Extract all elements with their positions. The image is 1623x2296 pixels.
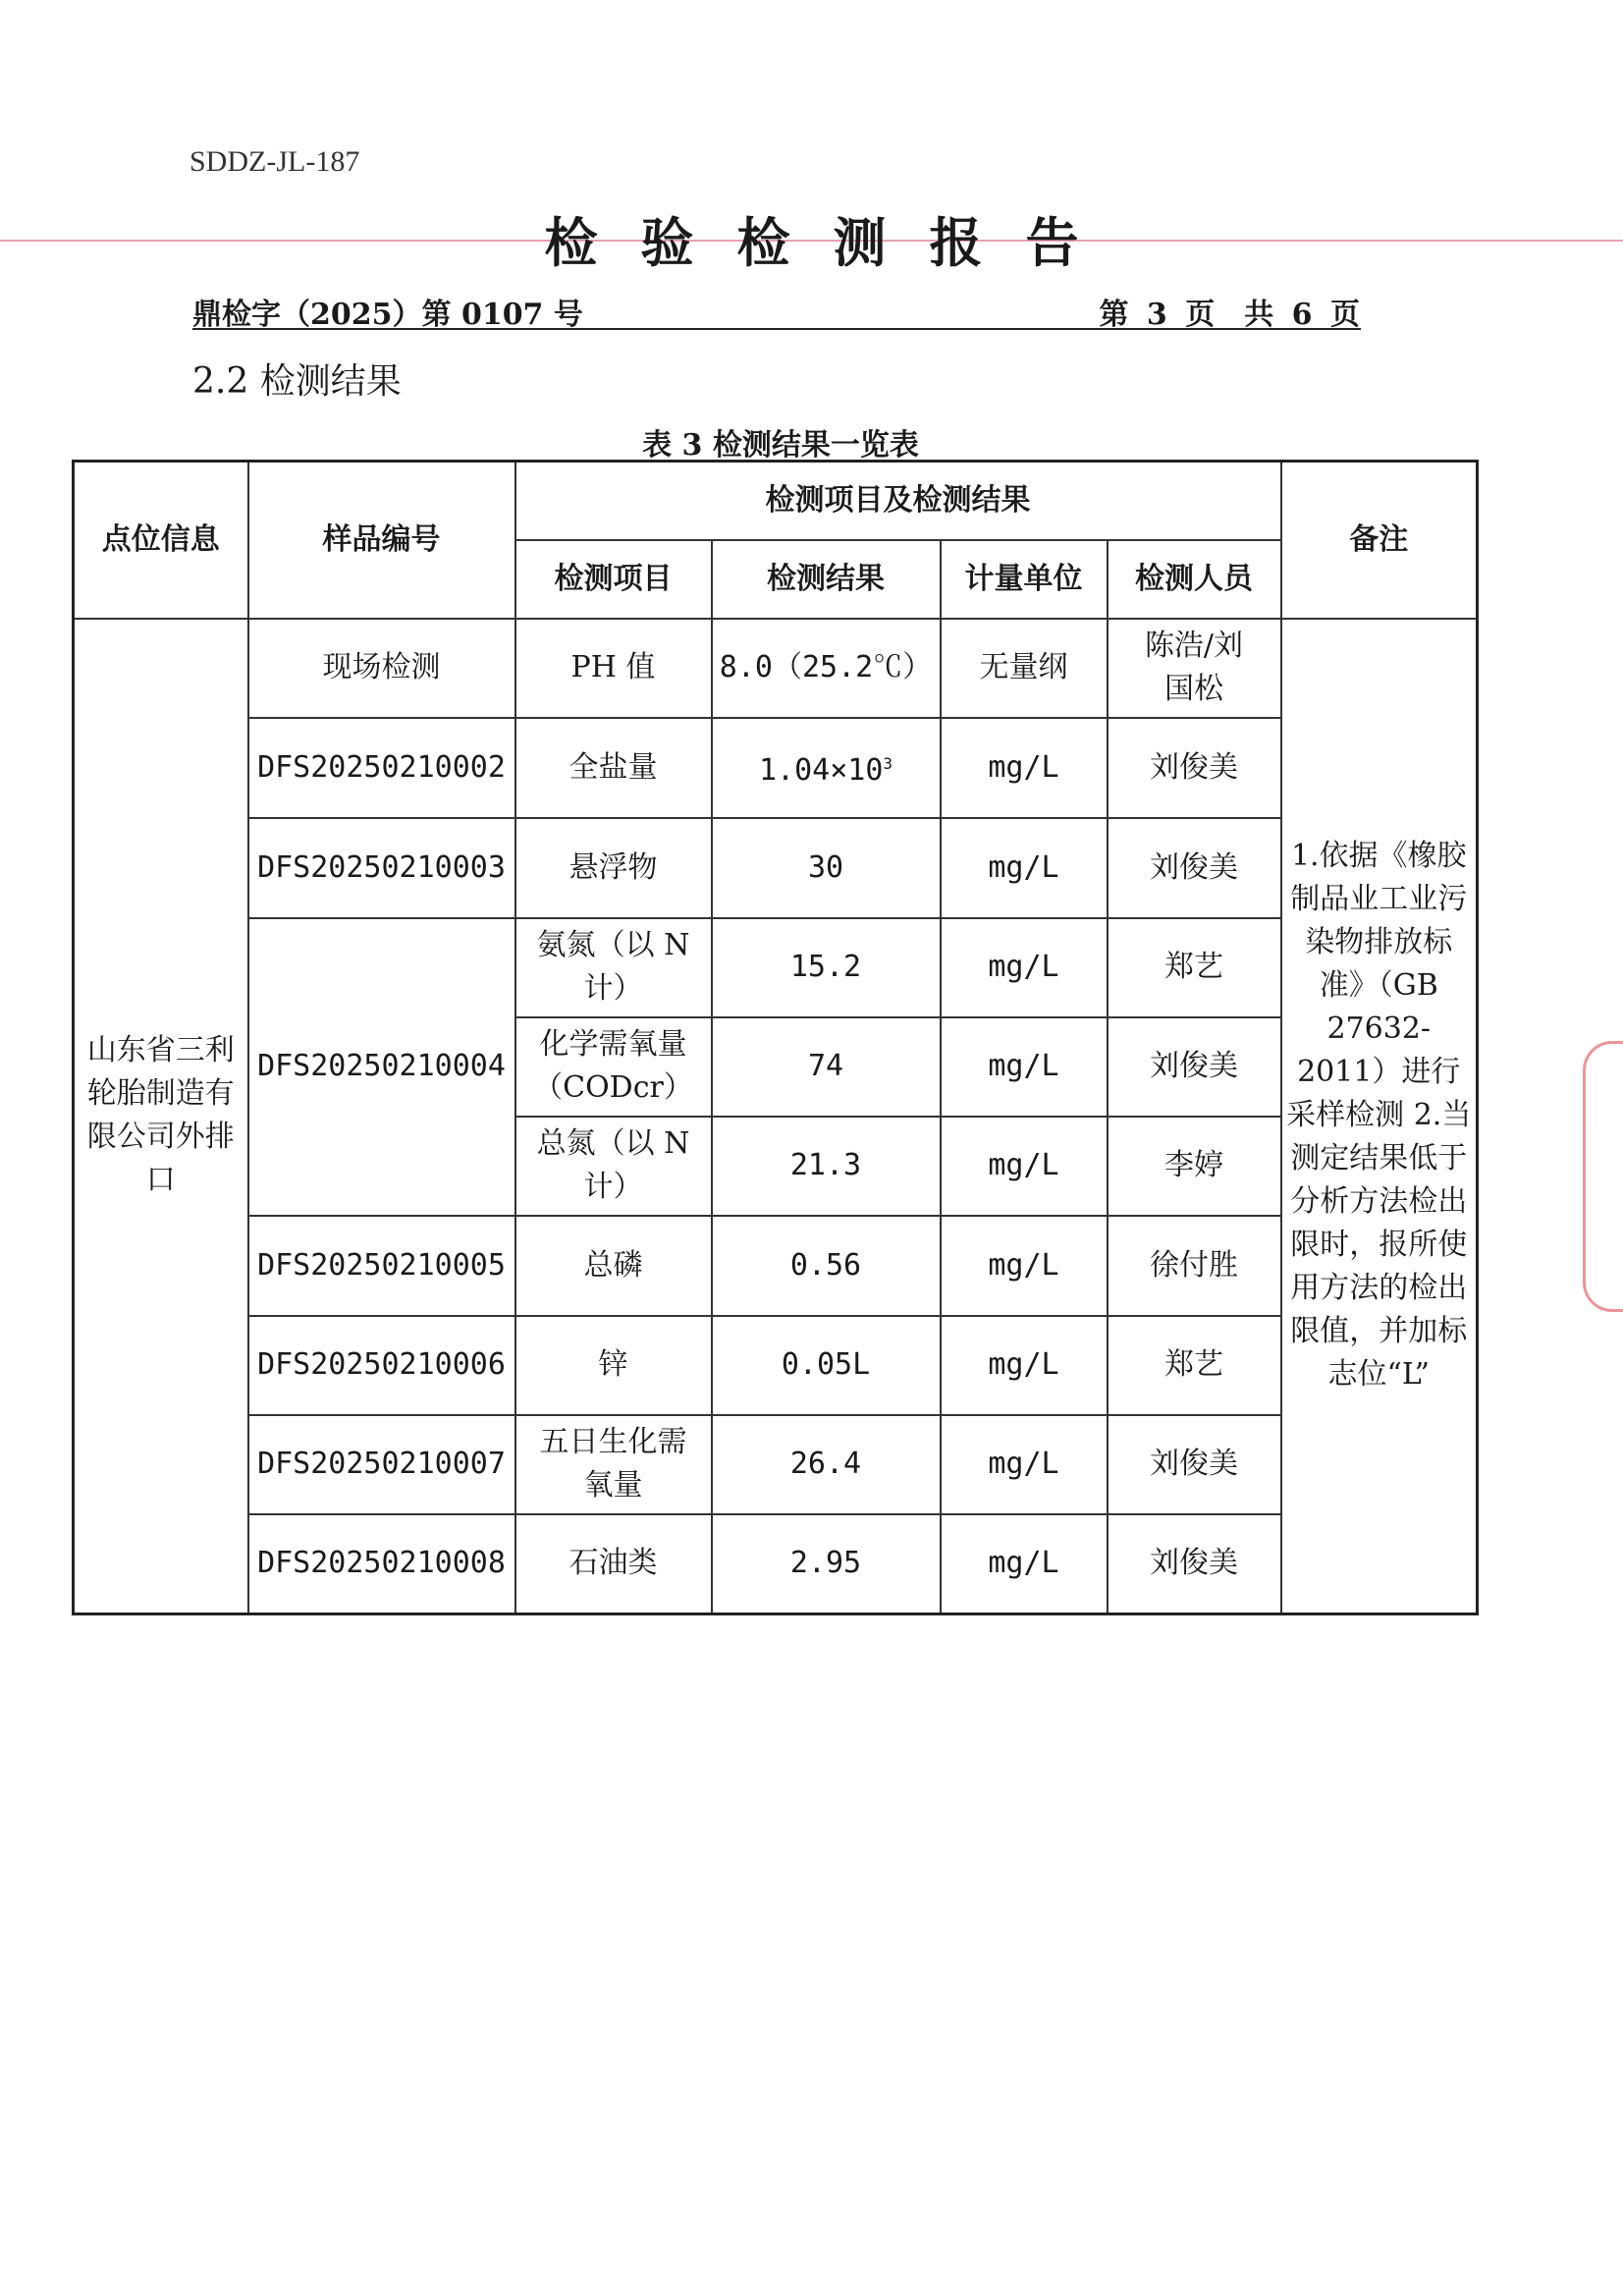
results-table — [72, 460, 1479, 1615]
tester-cell: 徐付胜 — [1108, 1216, 1281, 1316]
unit-cell: mg/L — [941, 1117, 1108, 1216]
result-cell: 0.05L — [712, 1316, 941, 1415]
item-cell: 五日生化需氧量 — [515, 1415, 712, 1514]
result-cell: 0.56 — [712, 1216, 941, 1316]
remark-cell: 1.依据《橡胶制品业工业污染物排放标准》（GB 27632-2011）进行采样检测 2.当测定结果低于分析方法检出限时，报所使用方法的检出限值，并加标志位“L” — [1281, 619, 1478, 1614]
report-number: 鼎检字（2025）第 0107 号 — [192, 298, 583, 332]
sample-cell: DFS20250210002 — [248, 718, 515, 818]
tester-cell: 刘俊美 — [1108, 1415, 1281, 1514]
unit-cell: mg/L — [941, 1216, 1108, 1316]
item-cell: 锌 — [515, 1316, 712, 1415]
result-cell: 30 — [712, 818, 941, 918]
header-result: 检测结果 — [712, 540, 941, 619]
sample-cell: DFS20250210008 — [248, 1514, 515, 1614]
document-code: SDDZ-JL-187 — [189, 145, 360, 178]
table-row — [74, 619, 1478, 718]
unit-cell: 无量纲 — [941, 619, 1108, 718]
item-cell: 总磷 — [515, 1216, 712, 1316]
table-row — [74, 1514, 1478, 1614]
tester-cell: 刘俊美 — [1108, 1514, 1281, 1614]
tester-cell: 郑艺 — [1108, 1316, 1281, 1415]
tester-cell: 李婷 — [1108, 1117, 1281, 1216]
item-cell: 化学需氧量（CODcr） — [515, 1017, 712, 1117]
result-cell: 21.3 — [712, 1117, 941, 1216]
seal-stamp — [1583, 1041, 1623, 1312]
unit-cell: mg/L — [941, 918, 1108, 1017]
header-location: 点位信息 — [74, 462, 248, 619]
header-remark: 备注 — [1281, 462, 1478, 619]
sample-cell: DFS20250210003 — [248, 818, 515, 918]
table-row — [74, 818, 1478, 918]
table-caption: 表 3 检测结果一览表 — [642, 428, 919, 463]
item-cell: 悬浮物 — [515, 818, 712, 918]
sample-cell: DFS20250210007 — [248, 1415, 515, 1514]
location-cell: 山东省三利轮胎制造有限公司外排口 — [74, 619, 248, 1614]
item-cell: PH 值 — [515, 619, 712, 718]
section-title: 2.2 检测结果 — [192, 361, 402, 402]
table-row — [74, 718, 1478, 818]
unit-cell: mg/L — [941, 718, 1108, 818]
tester-cell: 刘俊美 — [1108, 718, 1281, 818]
table-row — [74, 1316, 1478, 1415]
sample-cell: DFS20250210005 — [248, 1216, 515, 1316]
result-cell: 15.2 — [712, 918, 941, 1017]
result-cell: 74 — [712, 1017, 941, 1117]
item-cell: 全盐量 — [515, 718, 712, 818]
header-group: 检测项目及检测结果 — [515, 462, 1281, 540]
header-unit: 计量单位 — [941, 540, 1108, 619]
item-cell: 氨氮（以 N 计） — [515, 918, 712, 1017]
sample-cell: DFS20250210006 — [248, 1316, 515, 1415]
unit-cell: mg/L — [941, 1514, 1108, 1614]
item-cell: 石油类 — [515, 1514, 712, 1614]
page-info: 第 3 页 共 6 页 — [1099, 298, 1360, 332]
item-cell: 总氮（以 N 计） — [515, 1117, 712, 1216]
unit-cell: mg/L — [941, 1017, 1108, 1117]
table-row — [74, 1415, 1478, 1514]
sample-cell: DFS20250210004 — [248, 918, 515, 1216]
table-row — [74, 1216, 1478, 1316]
result-cell: 26.4 — [712, 1415, 941, 1514]
tester-cell: 陈浩/刘国松 — [1108, 619, 1281, 718]
tester-cell: 刘俊美 — [1108, 1017, 1281, 1117]
header-divider — [192, 328, 1361, 330]
header-sample-no: 样品编号 — [248, 462, 515, 619]
tester-cell: 刘俊美 — [1108, 818, 1281, 918]
result-cell: 8.0（25.2℃） — [712, 619, 941, 718]
unit-cell: mg/L — [941, 1415, 1108, 1514]
unit-cell: mg/L — [941, 818, 1108, 918]
header-item: 检测项目 — [515, 540, 712, 619]
table-row — [74, 918, 1478, 1017]
tester-cell: 郑艺 — [1108, 918, 1281, 1017]
header-tester: 检测人员 — [1108, 540, 1281, 619]
result-exponent: 3 — [883, 754, 893, 773]
result-cell — [712, 718, 941, 818]
report-title: 检验检测报告 — [544, 211, 1122, 274]
result-cell: 2.95 — [712, 1514, 941, 1614]
result-value: 1.04×10 — [758, 753, 884, 788]
unit-cell: mg/L — [941, 1316, 1108, 1415]
sample-cell: 现场检测 — [248, 619, 515, 718]
